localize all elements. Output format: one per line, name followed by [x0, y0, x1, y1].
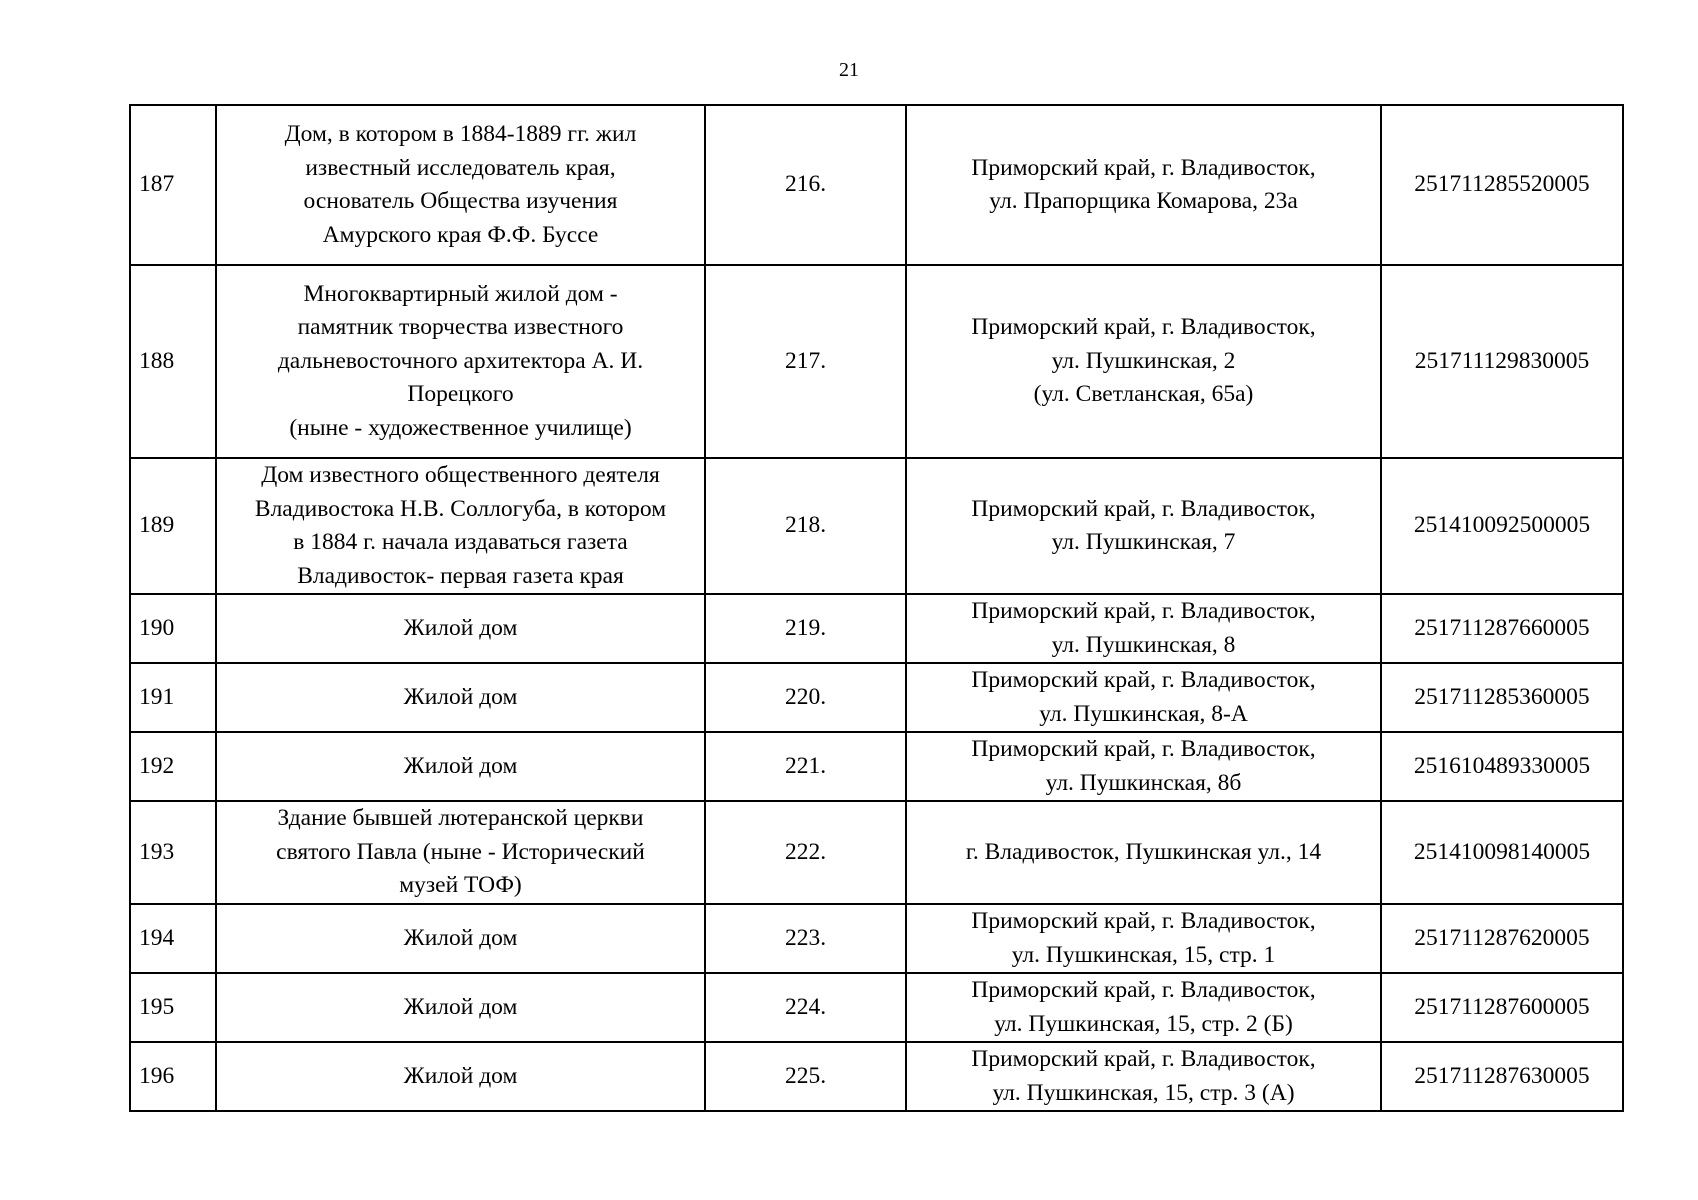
table-row	[130, 904, 1623, 973]
address-line: Приморский край, г. Владивосток,	[971, 667, 1316, 693]
object-name-line: Амурского края Ф.Ф. Буссе	[322, 221, 599, 248]
cell-registry-code: 251711287630005	[1381, 1042, 1623, 1111]
cell-object-name	[216, 1042, 705, 1111]
object-name-line: Многоквартирный жилой дом -	[303, 280, 618, 307]
cell-register-number: 221.	[705, 732, 906, 801]
table-row	[130, 265, 1623, 458]
address-line: Приморский край, г. Владивосток,	[971, 977, 1316, 1003]
cell-register-number: 222.	[705, 801, 906, 904]
cell-register-number: 218.	[705, 458, 906, 594]
object-name-line: дальневосточного архитектора А. И.	[277, 347, 644, 374]
cell-address	[906, 904, 1381, 973]
object-name-line: Жилой дом	[403, 614, 518, 641]
address-line: Приморский край, г. Владивосток,	[971, 154, 1316, 181]
cell-register-number: 216.	[705, 105, 906, 265]
cell-object-name	[216, 732, 705, 801]
cell-register-number: 219.	[705, 594, 906, 663]
page-number: 21	[839, 59, 859, 81]
table-row	[130, 594, 1623, 663]
cell-register-number: 225.	[705, 1042, 906, 1111]
table-row	[130, 663, 1623, 732]
address-line: Приморский край, г. Владивосток,	[971, 1046, 1316, 1072]
address-line: ул. Пушкинская, 7	[1051, 529, 1236, 555]
address-line: Приморский край, г. Владивосток,	[971, 908, 1316, 934]
cell-address	[906, 458, 1381, 594]
object-name-line: Дом, в котором в 1884-1889 гг. жил	[284, 121, 637, 147]
table-body	[130, 105, 1623, 1111]
cell-row-number: 194	[130, 904, 216, 973]
table-row	[130, 105, 1623, 265]
cell-register-number: 220.	[705, 663, 906, 732]
cell-row-number: 191	[130, 663, 216, 732]
cell-object-name	[216, 663, 705, 732]
cell-row-number: 188	[130, 265, 216, 458]
table-row	[130, 1042, 1623, 1111]
cell-object-name	[216, 458, 705, 594]
cell-registry-code: 251711287620005	[1381, 904, 1623, 973]
cell-registry-code: 251711285360005	[1381, 663, 1623, 732]
table-row	[130, 973, 1623, 1042]
object-name-line: в 1884 г. начала издаваться газета	[293, 529, 628, 555]
address-line: ул. Пушкинская, 15, стр. 1	[1011, 941, 1276, 968]
address-line: Приморский край, г. Владивосток,	[971, 495, 1316, 522]
object-name-line: Жилой дом	[403, 993, 518, 1020]
heritage-objects-table	[129, 104, 1624, 1112]
object-name-line: Владивосток- первая газета края	[297, 562, 624, 589]
cell-address	[906, 973, 1381, 1042]
object-name-line: памятник творчества известного	[297, 314, 624, 341]
cell-registry-code: 251711129830005	[1381, 265, 1623, 458]
object-name-line: Жилой дом	[403, 924, 518, 951]
object-name-line: известный исследователь края,	[305, 154, 616, 181]
object-name-line: Дом известного общественного деятеля	[261, 462, 660, 488]
object-name-line: Здание бывшей лютеранской церкви	[277, 805, 644, 832]
address-line: г. Владивосток, Пушкинская ул., 14	[965, 838, 1322, 865]
address-line: Приморский край, г. Владивосток,	[971, 598, 1316, 624]
address-line: ул. Пушкинская, 15, стр. 2 (Б)	[994, 1010, 1293, 1037]
cell-address	[906, 105, 1381, 265]
object-name-line: Порецкого	[407, 381, 514, 408]
object-name-line: музей ТОФ)	[399, 872, 522, 899]
address-line: ул. Пушкинская, 8-А	[1039, 700, 1248, 727]
cell-object-name	[216, 105, 705, 265]
address-line: ул. Пушкинская, 15, стр. 3 (А)	[992, 1079, 1295, 1106]
cell-address	[906, 801, 1381, 904]
cell-row-number: 192	[130, 732, 216, 801]
address-line: ул. Пушкинская, 2	[1051, 347, 1236, 374]
cell-object-name	[216, 265, 705, 458]
cell-row-number: 196	[130, 1042, 216, 1111]
cell-registry-code: 251410092500005	[1381, 458, 1623, 594]
cell-object-name	[216, 801, 705, 904]
cell-object-name	[216, 904, 705, 973]
cell-row-number: 193	[130, 801, 216, 904]
cell-row-number: 187	[130, 105, 216, 265]
cell-address	[906, 663, 1381, 732]
object-name-line: Жилой дом	[403, 683, 518, 710]
cell-object-name	[216, 594, 705, 663]
object-name-line: (ныне - художественное училище)	[289, 414, 632, 441]
cell-register-number: 224.	[705, 973, 906, 1042]
address-line: (ул. Светланская, 65а)	[1033, 381, 1254, 408]
cell-registry-code: 251711287660005	[1381, 594, 1623, 663]
table-row	[130, 458, 1623, 594]
cell-registry-code: 251711287600005	[1381, 973, 1623, 1042]
cell-object-name	[216, 973, 705, 1042]
cell-row-number: 189	[130, 458, 216, 594]
cell-row-number: 195	[130, 973, 216, 1042]
table-row	[130, 732, 1623, 801]
cell-registry-code: 251711285520005	[1381, 105, 1623, 265]
address-line: ул. Пушкинская, 8	[1051, 631, 1236, 658]
table-row	[130, 801, 1623, 904]
cell-address	[906, 594, 1381, 663]
address-line: ул. Пушкинская, 8б	[1045, 769, 1242, 796]
cell-address	[906, 1042, 1381, 1111]
cell-register-number: 217.	[705, 265, 906, 458]
object-name-line: основатель Общества изучения	[303, 188, 618, 214]
object-name-line: Жилой дом	[403, 752, 518, 779]
address-line: Приморский край, г. Владивосток,	[971, 736, 1316, 762]
cell-registry-code: 251610489330005	[1381, 732, 1623, 801]
object-name-line: Жилой дом	[403, 1062, 518, 1089]
cell-registry-code: 251410098140005	[1381, 801, 1623, 904]
object-name-line: Владивостока Н.В. Соллогуба, в котором	[254, 495, 667, 522]
cell-address	[906, 732, 1381, 801]
object-name-line: святого Павла (ныне - Исторический	[276, 838, 645, 865]
address-line: Приморский край, г. Владивосток,	[971, 314, 1316, 341]
cell-address	[906, 265, 1381, 458]
address-line: ул. Прапорщика Комарова, 23а	[989, 188, 1298, 214]
cell-register-number: 223.	[705, 904, 906, 973]
cell-row-number: 190	[130, 594, 216, 663]
